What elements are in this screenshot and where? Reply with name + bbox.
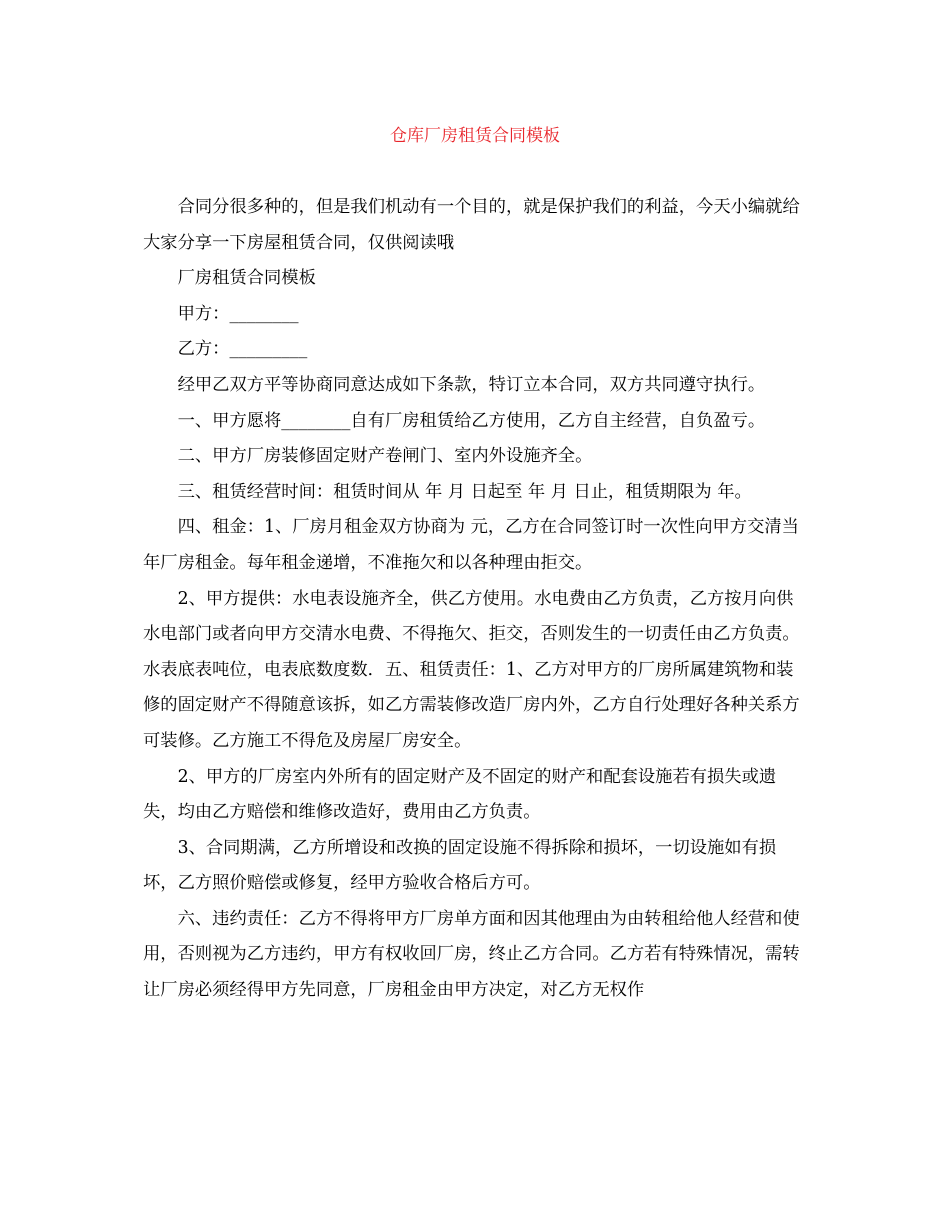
document-body [143,190,803,1009]
clause-5-3: 3、合同期满，乙方所增设和改换的固定设施不得拆除和损坏，一切设施如有损坏，乙方照价赔偿或修复，经甲方验收合格后方可。 [143,837,777,894]
intro-paragraph: 合同分很多种的，但是我们机动有一个目的，就是保护我们的利益，今天小编就给大家分享一下房屋租赁合同，仅供阅读哦 [143,197,800,253]
clause-2: 二、甲方厂房装修固定财产卷闸门、室内外设施齐全。 [177,446,593,467]
contract-subtitle: 厂房租赁合同模板 [177,268,316,289]
clause-6: 六、违约责任：乙方不得将甲方厂房单方面和因其他理由为由转租给他人经营和使用，否则视为乙方违约，甲方有权收回厂房，终止乙方合同。乙方若有特殊情况，需转让厂房必须经得甲方先同意，厂房租金由甲方决定，对乙方无权作 [143,908,800,1001]
clause-3: 三、租赁经营时间：租赁时间从 年 月 日起至 年 月 日止，租赁期限为 年。 [177,481,752,502]
clause-4: 四、租金：1、厂房月租金双方协商为 元，乙方在合同签订时一次性向甲方交清当年厂房租金。每年租金递增，不准拖欠和以各种理由拒交。 [143,517,799,573]
agreement-paragraph: 经甲乙双方平等协商同意达成如下条款，特订立本合同，双方共同遵守执行。 [177,374,766,395]
clause-5-2: 2、甲方的厂房室内外所有的固定财产及不固定的财产和配套设施若有损失或遗失，均由乙方赔偿和维修改造好，费用由乙方负责。 [143,766,777,823]
party-b-line: 乙方：_________ [177,339,308,360]
clause-1: 一、甲方愿将________自有厂房租赁给乙方使用，乙方自主经营，自负盈亏。 [177,410,766,431]
party-a-line: 甲方：________ [177,303,299,324]
clause-4-2: 2、甲方提供：水电表设施齐全，供乙方使用。水电费由乙方负责，乙方按月向供水电部门或者向甲方交清水电费、不得拖欠、拒交，否则发生的一切责任由乙方负责。水表底表吨位，电表底数度数．五、租赁责任：1、乙方对甲方的厂房所属建筑物和装修的固定财产不得随意该拆，如乙方需装修改造厂房内外，乙方自行处理好各种关系方可装修。乙方施工不得危及房屋厂房安全。 [143,588,800,751]
document-title: 仓库厂房租赁合同模板 [390,126,560,146]
